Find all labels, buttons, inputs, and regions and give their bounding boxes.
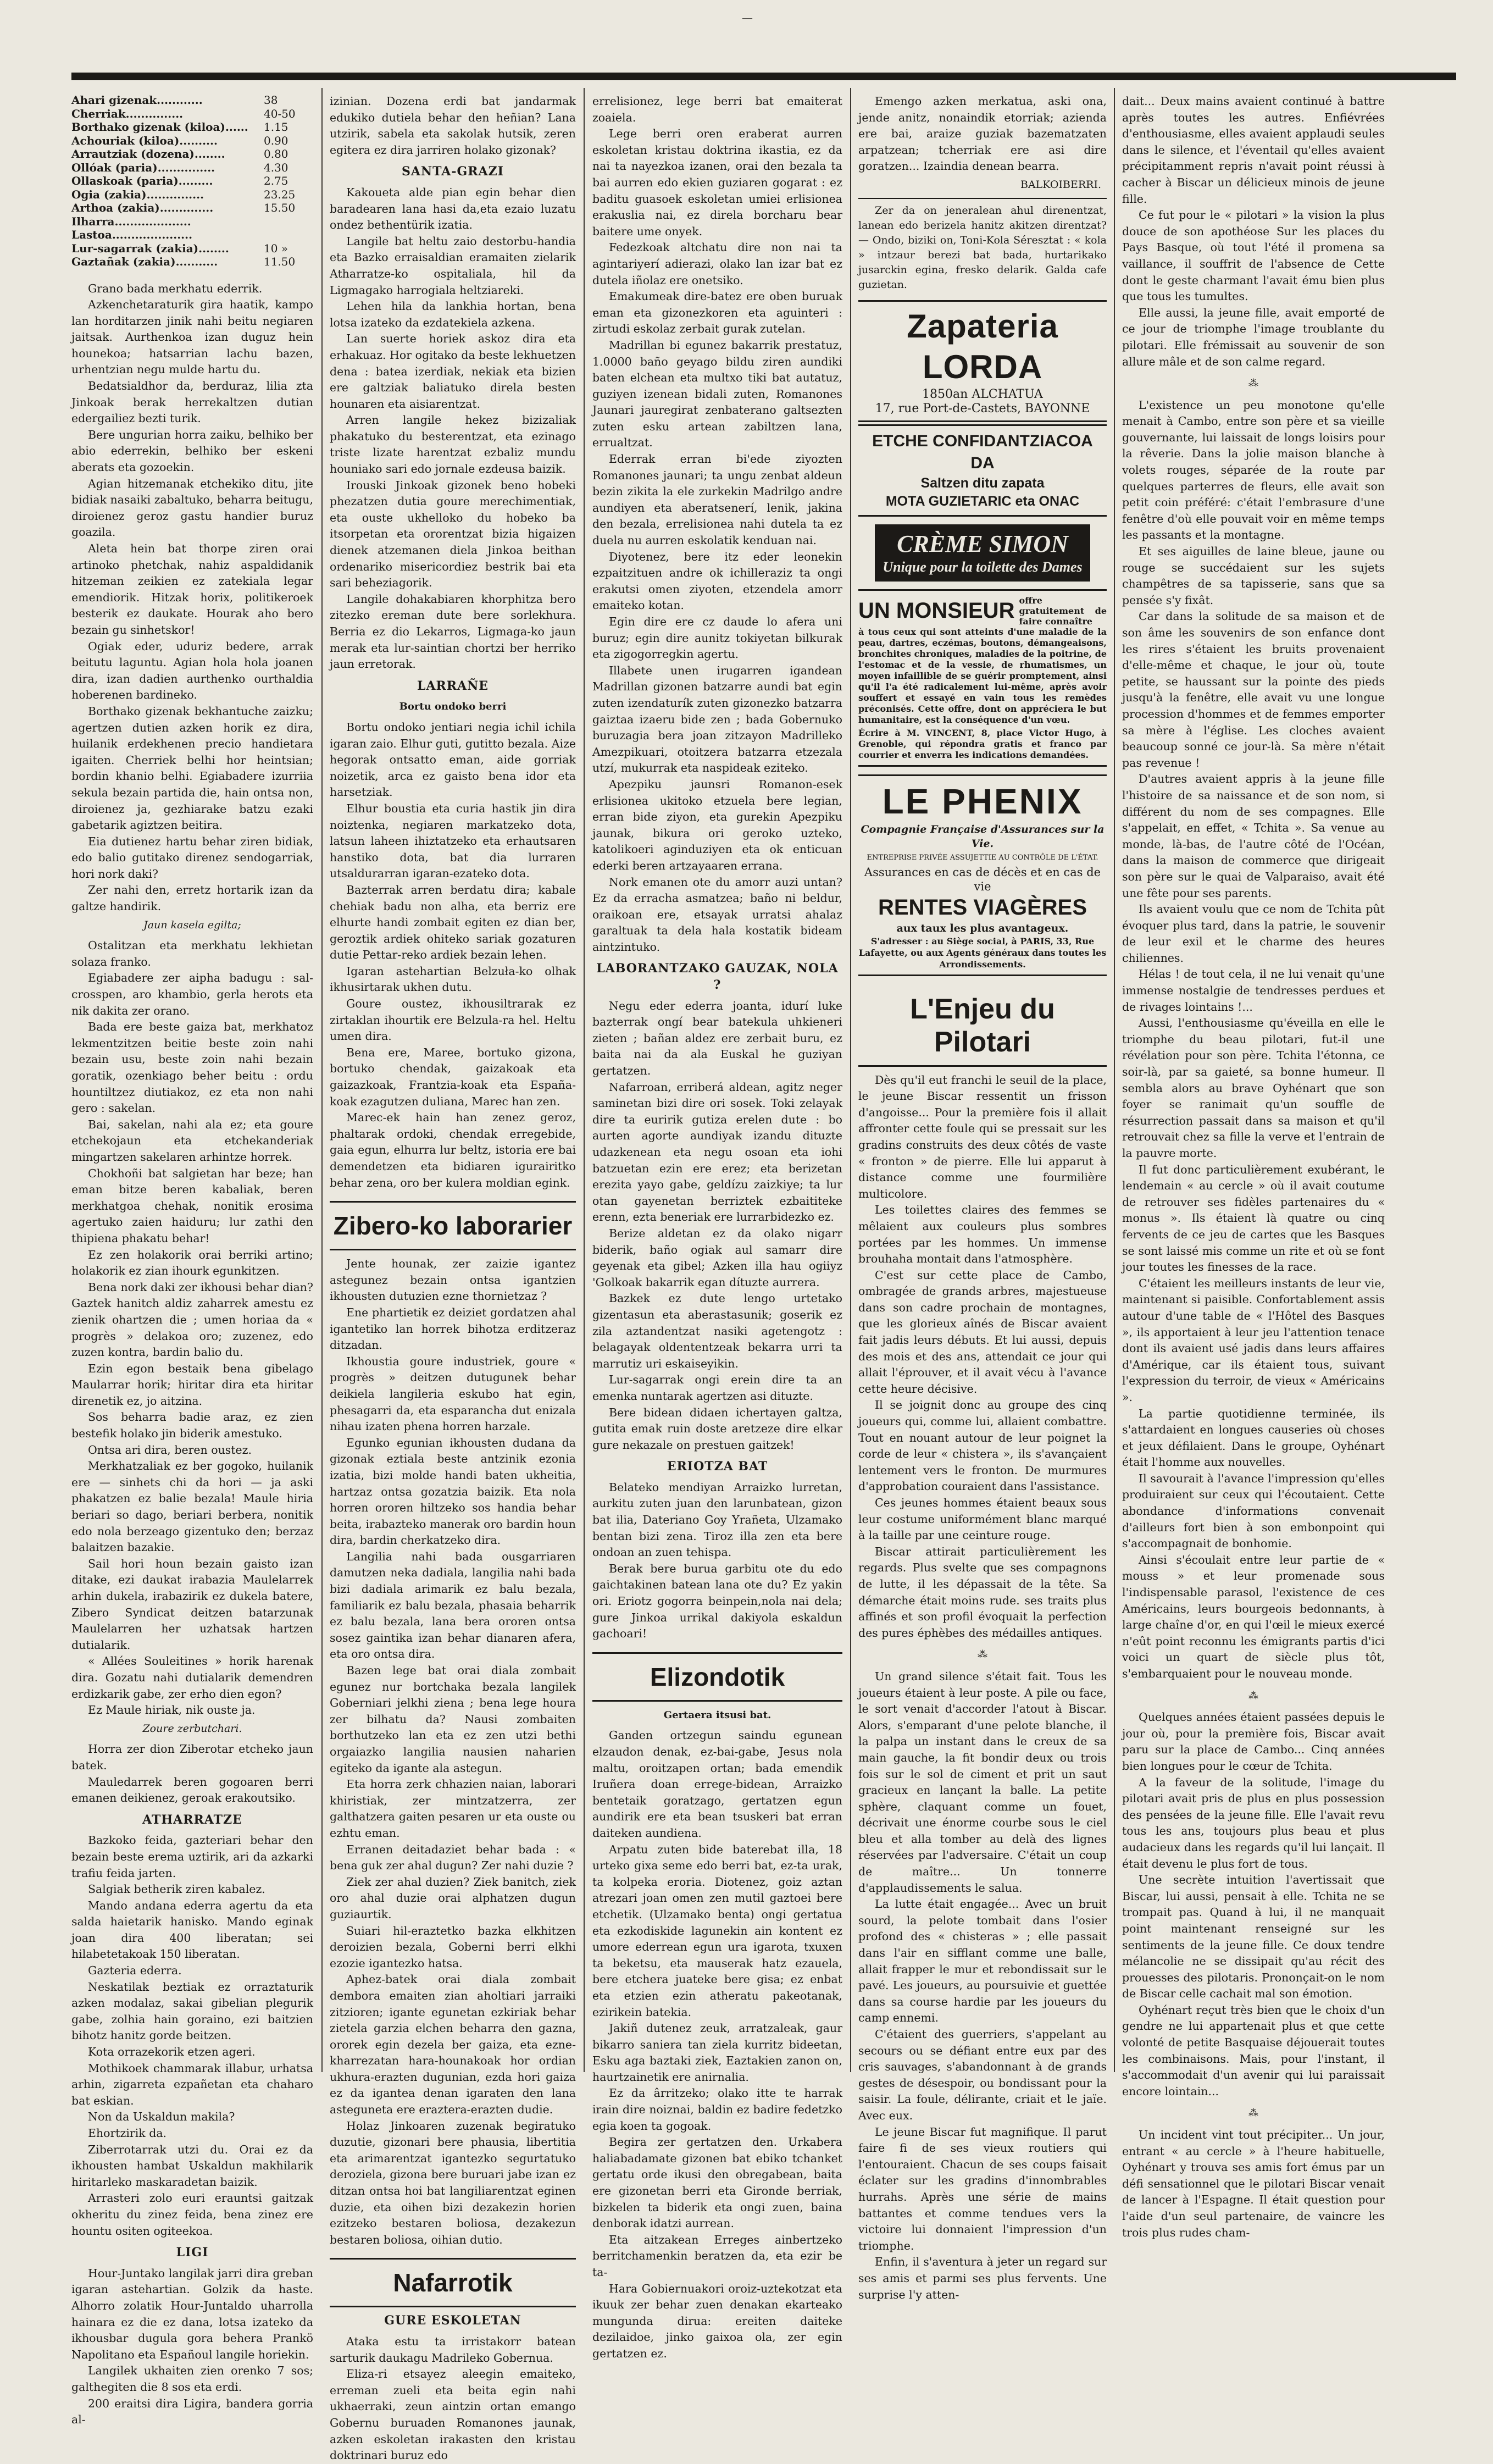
paragraph: Nork emanen ote du amorr auzi untan? Ez da erracha asmatzea; baño ni beldur, oraikoan ere, etsayak urratsi ahalaz garaltuak ta dela hala kostatik bideam aintzintuko.	[592, 875, 842, 954]
price-row	[71, 188, 313, 202]
price-value: 23.25	[264, 187, 296, 201]
paragraph: Arren langile hekez bizizaliak phakatuko du besterentzat, eta ezinago triste lizate harentzat ezbaliz mundu houniako sari edo jornale ezdeusa baizik.	[330, 413, 576, 476]
ad-monsieur-body: à tous ceux qui sont atteints d'une maladie de la peau, dartres, eczémas, boutons, démangeaisons, bronchites chroniques, maladies de la poitrine, de l'estomac et de la vessie, de rhumatismes, un moyen infaillible de se guérir promptement, ainsi qu'il l'a été radicalement lui-même, après avoir souffert et essayé en vain tous les remèdes préconisés. Cette offre, dont on appréciera le but humanitaire, est la conséquence d'un vœu.	[858, 626, 1107, 725]
price-row	[71, 120, 313, 134]
paragraph: Langile bat heltu zaio destorbu-handia eta Bazko erraisaldian eramaiten zielarik Atharratze-ko ospitaliala, hil da Ligmagako harrogiala heltziareki.	[330, 234, 576, 297]
price-row	[71, 134, 313, 148]
ad-lorda	[858, 300, 1107, 422]
paragraph: C'étaient les meilleurs instants de leur vie, maintenant si paisible. Confortablement assis autour d'une table de « l'Hôtel des Basques », ils apportaient à leur jeu l'attention tenace dont ils avaient usé jadis dans leurs affaires d'Amérique, car ils étaient tous, suivant l'expression du terroir, de vieux « Américains ».	[1122, 1276, 1385, 1404]
ad-phenix-note: ENTREPRISE PRIVÉE ASSUJETTIE AU CONTRÔLE DE L'ÉTAT.	[867, 853, 1098, 862]
price-item: Arrautziak (dozena)........	[71, 147, 225, 160]
column-divider	[584, 88, 585, 2072]
paragraph: Apezpiku jaunsri Romanon-esek erlisionea ukitoko etzuela bere legian, erran bide ziyon, eta gurekin Apezpiku jaunak, bikura ori geroko uzteko, katolikoeri aginduziyen eta ok enticuan ederki beren artzayaaren errana.	[592, 777, 842, 872]
paragraph: Belateko mendiyan Arraizko lurretan, aurkitu zuten juan den larunbatean, gizon bat ilia, Dateriano Goy Yrañeta, Ulzamako bentan bizi zena. Tiroz illa zen eta bere ondoan an zuen tehispa.	[592, 1480, 842, 1559]
ad-creme-subtitle: Unique pour la toilette des Dames	[883, 558, 1083, 575]
paragraph: Sos beharra badie araz, ez zien bestefik holako jin biderik amestuko.	[71, 1410, 313, 1441]
paragraph: Aleta hein bat thorpe ziren orai artinoko phetchak, nahiz aspaldidanik hitzeman zeikien ez zatekiala legar emendiorik. Hitzak horix, politikeroek besterik ez daukate. Hourak aho bero bezain gu sinhetskor!	[71, 542, 313, 636]
price-value: 4.30	[264, 160, 288, 174]
paragraph: Eta horra zerk chhazien naian, laborari khiristiak, zer mintzatzerra, zer galthatzera gaiten pesaren ur eta ouste ou ezhtu eman.	[330, 1778, 576, 1840]
paragraph: Enfin, il s'aventura à jeter un regard sur ses amis et parmi ses plus fervents. Une surprise l'y atten-	[858, 2255, 1107, 2301]
article-banner: Zibero-ko laborarier	[330, 1201, 576, 1250]
paragraph: Bortu ondoko jentiari negia ichil ichila igaran zaio. Elhur guti, gutitto bezala. Aize hegorak ontsatto eman, aide gorriak noizetik, arca ez gaisto bena idor eta harsetziak.	[330, 720, 576, 799]
section-heading: ERIOTZA BAT	[667, 1459, 768, 1474]
paragraph: Holaz Jinkoaren zuzenak begiratuko duzutie, gizonari bere phausia, libertitia eta arimarentzat igantezko segurtatuko deroziela, gizona bere buruari jabe izan ez ditzan ontsa hoi bat langiliarentzat eginen duzie, eta oihen bizi dezakezin horien ezitzeko bestaren boliosa, dezakezun bestaren boliosa, oihian dutio.	[330, 2119, 576, 2246]
paragraph: Et ses aiguilles de laine bleue, jaune ou rouge se succédaient sur les sujets champêtres de sa tapisserie, sans que sa pensée s'y fixât.	[1122, 545, 1385, 607]
paragraph: Negu eder ederra joanta, idurí luke bazterrak ongí bear batekula uhkieneri zieten ; bañan aldez ere zerbait buru, ez baita nai da ala Euskal he guziyan gertatzen.	[592, 999, 842, 1078]
price-row	[71, 255, 313, 269]
paragraph: Merkhatzaliak ez ber gogoko, huilanik ere — sinhets chi da hori — ja aski phakatzen ez balie bezala! Maule hiria beriari so dago, beriari berbera, nonitik edo nola berzeago gizentuko den; berzaz balaitzen bazakie.	[71, 1459, 313, 1554]
paragraph: Lehen hila da lankhia hortan, bena lotsa izateko da ezdatekiela azkena.	[330, 300, 576, 329]
paragraph: Ziek zer ahal duzien? Ziek banitch, ziek oro ahal duzie orai alphatzen dugun guziaurtik.	[330, 1875, 576, 1921]
paragraph: C'étaient des guerriers, s'appelant au secours ou se défiant entre eux par des cris sauvages, s'abandonnant à de grands gestes de désespoir, ou bondissant pour la saisir. La foule, délirante, criait et le jaïe. Avec eux.	[858, 2028, 1107, 2122]
price-value: 10 »	[264, 241, 288, 255]
paragraph: Ostalitzan eta merkhatu lekhietan solaza franko.	[71, 939, 313, 968]
paragraph: Lan suerte horiek askoz dira eta erhakuaz. Hor ogitako da beste lekhuetzen dena : batea izerdiak, nekiak eta bizien ere galtziak baliatuko direla besten hounaren eta aisiarentzat.	[330, 332, 576, 411]
ad-phenix-line: Assurances en cas de décès et en cas de vie	[864, 865, 1101, 893]
paragraph: Salgiak betherik ziren kabalez.	[88, 1882, 265, 1896]
paragraph: Emakumeak dire-batez ere oben buruak eman eta gizonezkoren eta aguinteri : zirtudi eskolaz zerbait gurak zutelan.	[592, 290, 842, 336]
section-heading: LARRAÑE	[417, 678, 489, 693]
paragraph: Bazen lege bat orai diala zombait egunez nur bortchaka bezala langilek Goberniari jelkhi ziena ; bena lege houra zer bilhatu da? Nausi zombaiten borthutzeko lan eta ez zen utzi bethi orgaiazko langilia nausien naharien egiteko da igante ala astegun.	[330, 1664, 576, 1775]
ad-lorda-title: Zapateria LORDA	[907, 307, 1058, 385]
paragraph: Langilek ukhaiten zien orenko 7 sos; galthegiten die 8 sos eta erdi.	[71, 2364, 313, 2394]
price-item: Ollóak (paria)...............	[71, 160, 215, 174]
paragraph: Oyhénart reçut très bien que le choix d'un gendre ne lui appartenait plus et que cette volonté de petite Basquaise déjouerait toutes les combinaisons. Mais, pour l'instant, il s'accommodait d'un avenir qui lui paraissait encore lointain...	[1122, 2003, 1385, 2098]
paragraph: Sail hori houn bezain gaisto izan ditake, ezi daukat irabazia Maulelarrek arhin dukela, irabazirik ez dukela batere, Zibero Syndicat deitzen batarzunak Maulelarren her uzhatsak hartzen dutialarik.	[71, 1557, 313, 1652]
ad-lorda-since: 1850an ALCHATUA	[922, 387, 1043, 401]
price-value: 1.15	[264, 120, 288, 134]
price-item: Ogia (zakia)...............	[71, 187, 204, 201]
paragraph: Ce fut pour le « pilotari » la vision la plus douce de son apothéose Sur les places du Pays Basque, où tout l'été il promena sa vaillance, il souffrit de l'absence de Cette dont le geste charmant l'avait ému bien plus que tous les tumultes.	[1122, 208, 1385, 303]
paragraph: Dès qu'il eut franchi le seuil de la place, le jeune Biscar ressentit un frisson d'angoisse... Pour la première fois il allait affronter cette foule qui se pressait sur les gradins construits des deux côtés de vaste « fronton » de pierre. Elle lui apparut à distance comme une fourmilière multicolore.	[858, 1073, 1107, 1200]
ad-etche	[858, 424, 1107, 517]
paragraph: La partie quotidienne terminée, ils s'attardaient en longues causeries où choses et jeux défilaient. Dans le groupe, Oyhénart était l'homme aux nouvelles.	[1122, 1407, 1385, 1469]
price-item: Cherriak...............	[71, 107, 184, 120]
price-item: Lur-sagarrak (zakia)........	[71, 241, 229, 255]
paragraph: Ikhoustia goure industriek, goure « progrès » deitzen dutugunek behar deikiela langileria eskubo hat egin, phesagarri da, eta esparancha dut enizala nihau izaten phena horren harzale.	[330, 1354, 576, 1433]
paragraph: Emengo azken merkatua, aski ona, jende anitz, nonaindik etorriak; azienda ere bai, araize guziak bazematzaten arpatzean; tcherriak ere asi dire goratzen... Izaindia denean bearra.	[858, 95, 1107, 173]
price-value: 38	[264, 93, 278, 107]
column-2	[330, 93, 576, 2462]
ad-phenix-rentes: RENTES VIAGÈRES	[878, 895, 1087, 920]
paragraph: Biscar attirait particulièrement les regards. Plus svelte que ses compagnons de lutte, il les dépassait de la tête. Sa démarche était moins rude. ses traits plus affinés et son profil évoquait la perfection des pures éphèbes des médailles antiques.	[858, 1544, 1107, 1640]
price-row	[71, 242, 313, 256]
price-item: Arthoa (zakia)..............	[71, 201, 214, 214]
price-value: 15.50	[264, 201, 296, 214]
price-list	[71, 93, 313, 269]
paragraph: Ederrak erran bi'ede ziyozten Romanones jaunari; ta ungu zenbat aldeun bezin zikita la ele zurkekin Madrilgo andre aundiyen eta aberatsenerí, lenik, jakina den bezala, errelisionea nahi dutela ta ez duela nu aurren eskolatik kenduan nai.	[592, 452, 842, 547]
paragraph: Eia dutienez hartu behar ziren bidiak, edo balio gutitako direnez sendogarriak, hori nork daki?	[71, 834, 313, 881]
paragraph: Azkenchetaraturik gira haatik, kampo lan horditarzen jinik nahi beitu negiaren jaitsak. Aurthenkoa izan duguz hein hounekoa; hatsarrian lachu bazen, urhentzian negu mulde hartu du.	[71, 298, 313, 376]
paragraph: Lege berri oren eraberat aurren eskoletan kristau doktrina ikastia, ez da nai ta nayezkoa izanen, orai den bezala ta bai aurren edo ekien guziaren gogarat : ez baditu guasoek eskoletan umiei erlisionea erakuslia nai, ez direla borcharu bear baitere ume onyek.	[592, 127, 842, 238]
article-banner: Elizondotik	[592, 1652, 842, 1702]
paragraph: Egin dire ere cz daude lo afera uni buruz; egin dire aunitz tokiyetan bilkurak eta zigogorregkin agertu.	[592, 615, 842, 661]
section-break: ⁂	[1248, 2107, 1258, 2119]
paragraph: Eta aitzakean Erreges ainbertzeko berritchamenkin beratzen da, eta ezir be ta-	[592, 2233, 842, 2279]
ad-etche-line: Saltzen ditu zapata	[920, 475, 1045, 491]
paragraph: Kakoueta alde pian egin behar dien baradearen lana hasi da,eta ezaio luzatu ondez bethentürik izatia.	[330, 185, 576, 232]
paragraph: Eliza-ri etsayez aleegin emaiteko, erreman zueli eta beita egin nahi ukhaerraki, zeun aintzin ortan emango Gobernu buruaden Romanones jaunak, azken eskoletan irakasten den kristau doktrinari buruz edo	[330, 2367, 576, 2462]
ad-monsieur-address: Écrire à M. VINCENT, 8, place Victor Hugo, à Grenoble, qui répondra gratis et franco par courrier et enverra les indications demandées.	[858, 727, 1107, 760]
ad-phenix-address: S'adresser : au Siège social, à PARIS, 33, Rue Lafayette, ou aux Agents généraux dans toutes les Arrondissements.	[858, 935, 1107, 970]
column-divider	[850, 88, 851, 2072]
paragraph: Jakiñ dutenez zeuk, arratzaleak, gaur bikarro saniera tan ziela kurritz bideetan, Esku aga baztaki ziek, Eaztakien zanon on, haurtzainetik ere anirnalia.	[592, 2022, 842, 2084]
paragraph: Igaran astehartian Belzuła-ko olhak ikhusirtarak ukhen dutu.	[330, 964, 576, 994]
paragraph: Fedezkoak altchatu dire non nai ta agintariyerí adierazi, olako lan izar bat ez dutela iñolaz ere onetsiko.	[592, 241, 842, 287]
paragraph: Ces jeunes hommes étaient beaux sous leur costume uniformément blanc marqué à la taille par une ceinture rouge.	[858, 1496, 1107, 1542]
paragraph: Gazteria ederra.	[88, 1964, 182, 1978]
paragraph: « Allées Souleitines » horik harenak dira. Gozatu nahi dutialarik demendren erdizkarik gabe, zer erho dien egon?	[71, 1654, 313, 1701]
price-item: Lastoa.....................	[71, 228, 193, 241]
price-item: Ahari gizenak............	[71, 93, 203, 107]
section-heading: LIGI	[176, 2245, 209, 2260]
ad-creme-title: CRÈME SIMON	[897, 530, 1068, 557]
paragraph: Ehortzirik da.	[88, 2127, 167, 2140]
paragraph: Ez da ârritzeko; olako itte te harrak irain dire noiznai, baldin ez badire fedetzko egia koen ta gogoak.	[592, 2086, 842, 2133]
paragraph: Hour-Juntako langilak jarri dira greban igaran astehartian. Golzik da haste. Alhorro zolatik Hour-Juntaldo uharrolla hainara ez die ez dana, lotsa izateko da ikhousbar dugula gora behera Prankö Napolitano eta Españoul langile horiekin.	[71, 2266, 313, 2361]
ad-creme-simon	[875, 524, 1090, 582]
section-break: ⁂	[1248, 1690, 1258, 1702]
paragraph: dait... Deux mains avaient continué à battre après toutes les autres. Enfiévrées d'enthousiasme, elles avaient applaudi seules dans le silence, et l'éventail qu'elles avaient précipitamment repris n'avait point réussi à cacher à Biscar un délicieux minois de jeune fille.	[1122, 95, 1385, 206]
price-item: Borthako gizenak (kiloa)......	[71, 120, 248, 134]
price-item: Achouriak (kiloa)..........	[71, 134, 218, 147]
paragraph: Horra zer dion Ziberotar etcheko jaun batek.	[71, 1742, 313, 1772]
paragraph: Bena nork daki zer ikhousi behar dian? Gaztek hanitch aldiz zaharrek amestu ez zienik ohartzen die ; umen horiaa da « progrès » delakoa oro; zuzenez, edo zuzen kontra, bardin balio du.	[71, 1280, 313, 1359]
paragraph: Zer da on jeneralean ahul direnentzat, lanean edo berizela hanitz akitzen direntzat? — Ondo, biziki on, Toni-Kola Séresztat : « kola » intzaur berezi bat bada, hurtarikako jusarckin egina, fresko delarik. Galda cafe guzietan.	[858, 198, 1107, 292]
paragraph: 200 eraitsi dira Ligira, bandera gorria al-	[71, 2396, 313, 2427]
signature: Jaun kasela egilta;	[143, 918, 241, 931]
paragraph: Non da Uskaldun makila?	[88, 2110, 235, 2124]
paragraph: Erranen deitadaziet behar bada : « bena guk zer ahal dugun? Zer nahi duzie ?	[330, 1842, 576, 1873]
paragraph: Grano bada merkhatu ederrik.	[88, 281, 263, 295]
column-3	[592, 93, 842, 2360]
paragraph: Les toilettes claires des femmes se mêlaient aux couleurs plus sombres portées par les hommes. Un immense brouhaha montait dans l'atmosphère.	[858, 1203, 1107, 1266]
paragraph: Illabete unen irugarren igandean Madrillan gizonen batzarre aundi bat egin zuten izendaturík zuten gizonezko batzarra gaiztaa izaeru bide zen ; bada Gobernuko buruzagia bera joan zitzayon Madrilleko Amezpikuari, otoitzera batzarra etzezala utzí, mukurrak eta naspideak eziteko.	[592, 663, 842, 775]
paragraph: Arpatu zuten bide baterebat illa, 18 urteko gixa seme edo berri bat, ez-ta urak, ta kolpeka eroria. Diotenez, goiz aztan atrezari joan omen zen mutil gaztoei bere etchetik. (Ulzamako benta) ongi gertatua eta ezkodiskide lagunekin ain kontent ez umore ederrean egun ura igarota, txuxen ta beketsu, eta mauserak hatz ezauela, bere etchera juateke bere gisa; ez enbat eta etzien ezin atheratu pakeotanak, ezirikein batekia.	[592, 1842, 842, 2019]
price-item: Ollaskoak (paria).........	[71, 174, 213, 187]
paragraph: Marec-ek hain han zenez geroz, phaltarak ordoki, chendak erregebide, gaia egun, elhurra lur beltz, istoria ere bai demendetzen eta bidiaren igurairitko behar zena, oro ber kulera moldian egink.	[330, 1111, 576, 1189]
paragraph: Elhur boustia eta curia hastik jin dira noiztenka, negiaren markatzeko dota, latsun laheen ihiztatzeko eta erhautsaren hanstiko dota, bat dia lurraren utsaldurarran igaran-ezateko dota.	[330, 801, 576, 881]
column-divider	[1114, 88, 1115, 2072]
paragraph: Il fut donc particulièrement exubérant, le lendemain « au cercle » où il avait coutume de retrouver ses fidèles partenaires du « monus ». Ils étaient là quatre ou cinq fervents de ce jeu de cartes que les Basques se sont laissé mis comme un rite et où se font jour toutes les finesses de la race.	[1122, 1162, 1385, 1274]
price-value: 0.90	[264, 134, 288, 147]
paragraph: Berak bere burua garbitu ote du edo gaichtakinen batean lana ote du? Ez yakin ori. Eriotz gogorra beinpein,nola nai dela; gure Jinkoa urrikal dakiyola eskaldun gachoari!	[592, 1562, 842, 1641]
price-row	[71, 107, 313, 121]
paragraph: Ganden ortzegun saindu egunean elzaudon denak, ez-bai-gabe, Jesus nola maltu, oroitzapen ortan; bada emendik Iruñera doan errege-bidean, Arraizko bentetaik goratzago, gertatzen egun aundirik ere eta bean tsuskeri bat erran daiteken aundiena.	[592, 1729, 842, 1840]
paragraph: Chokhoñi bat salgietan har beze; han eman bitze beren kabaliak, beren merkhatgoa chehak, nonitik erosima agertuko zaien haiduru; lur zathi den thipiena phakatu behar!	[71, 1166, 313, 1245]
paragraph: Berize aldetan ez da olako nigarr biderik, baño ogiak aul samarr dire geyenak eta gibel; Azken illa hau ogiiyz 'Golkoak bakarrik egan dítuzte aurrera.	[592, 1226, 842, 1289]
price-value: 2.75	[264, 174, 288, 187]
article-banner: Nafarrotik	[330, 2258, 576, 2307]
paragraph: Aphez-batek orai diala zombait dembora emaiten zian aholtiari jarraiki zitzioren; igante egunetan ezkiriak behar zietela garzia elchen beharra den gazna, ororek egin dezela ber gaiza, eta ezne-kharrezatan hara-hounakoak hor ordian ukhura-erazten dugunian, ezda hori gaiza ez da igantea denan igaraten den lana asteguneta ere eraztera-erazten dudie.	[330, 1973, 576, 2117]
price-row	[71, 201, 313, 215]
paragraph: Borthako gizenak bekhantuche zaizku; agertzen dutien azken horik ez dira, huilanik erdekhenen precio handietara igaiten. Cherriek belhi hor heintsian; bordin khanio belhi. Egiabadere izurriia sekula bezain partida die, hain ontsa non, diroienez ja, gezhiarake batzu ezaki gabetarik agiztzen beitira.	[71, 704, 313, 832]
paragraph: Bedatsialdhor da, berduraz, lilia zta Jinkoak berak herrekaltzen dutian edergailiez bezti turik.	[71, 379, 313, 425]
paragraph: Neskatilak beztiak ez orraztaturik azken modalaz, sakai gibelian plegurik gabe, zolhia hain goraino, ezi baitzien bihotz hanitz gorde beitzen.	[71, 1980, 313, 2042]
paragraph: Begira zer gertatzen den. Urkabera haliabadamate gizonen bat ebiko tchanket gertatu orde ikusi den obregabean, baita ere gizonetan berri eta Gironde berriak, bizkelen ta biderik eta ongi zuen, baina denborak idatzi aurrean.	[592, 2135, 842, 2230]
paragraph: Goure oustez, ikhousiltrarak ez zirtaklan ihourtik ere Belzula-ra hel. Heltu umen dira.	[330, 997, 576, 1043]
paragraph: Irouski Jinkoak gizonek beno hobeki phezatzen dutia goure merechimentiak, eta ouste ukhelloko du hobeko ba itsorpetan eta ororentzat bizia higaizen dienek atzemanen diela Jinkoa beithan ordenariko misericordiez bestrik bai eta sari beheziagorik.	[330, 478, 576, 590]
section-heading: LABORANTZAKO GAUZAK, NOLA ?	[596, 961, 839, 993]
ad-phenix-title: LE PHENIX	[882, 781, 1083, 821]
paragraph: Ogiak eder, uduriz bedere, arrak beitutu laguntu. Agian hola hola joanen dira, izan dadien aurthenko ourthaldia hoberenen bardineko.	[71, 639, 313, 702]
paragraph: Ataka estu ta irristakorr batean sarturik daukagu Madrileko Gobernua.	[330, 2335, 576, 2365]
section-break: ⁂	[978, 1649, 987, 1661]
paragraph: Quelques années étaient passées depuis le jour où, pour la première fois, Biscar avait paru sur la place de Cambo... Cinq années bien longues pour le cœur de Tchita.	[1122, 1710, 1385, 1773]
section-heading: GURE ESKOLETAN	[384, 2313, 521, 2328]
paragraph: Bazterrak arren berdatu dira; kabale chehiak badu non alha, eta berriz ere elhurte handi zombait egiten ez dian ber, geroztik ardiek ohiteko sariak gozaturen dutie Pettar-reko ardiek bezain lehen.	[330, 883, 576, 962]
paragraph: Bai, sakelan, nahi ala ez; eta goure etchekojaun eta etchekanderiak mingartzen sakelaren arhintze horrek.	[71, 1117, 313, 1164]
paragraph: L'existence un peu monotone qu'elle menait à Cambo, entre son père et sa vieille gouvernante, lui laissait de longs loisirs pour la rêverie. Dans la jolie maison blanche à volets rouges, séparée de la route par quelques parterres de fleurs, elle avait son petit coin préféré: c'était l'embrasure d'une fenêtre d'où elle pouvait voir en même temps les passants et la montagne.	[1122, 398, 1385, 542]
price-row	[71, 93, 313, 107]
signature: BALKOIBERRI.	[1020, 178, 1101, 191]
paragraph: Zer nahi den, erretz hortarik izan da galtze handirik.	[71, 883, 313, 913]
section-heading: ATHARRATZE	[142, 1812, 242, 1827]
paragraph: Agian hitzemanak etchekiko ditu, jite bidiak nasaiki zabaltuko, beharra beitugu, diroienez geroz gastu handier buruz goazila.	[71, 477, 314, 539]
paragraph: izinian. Dozena erdi bat jandarmak edukiko dutiela behar den heñian? Lana utzirik, sabela eta sakolak hutsik, zeren egitera ez dira jarriren holako gizonak?	[330, 95, 576, 157]
paragraph: Hara Gobiernuakori oroiz-uztekotzat eta ikuuk zer behar zuen denakan ekarteako mungunda dirua: ereiten daiteke dezilaidoe, jinko gaixoa ola, zer egin gertatzen ez.	[592, 2282, 842, 2360]
signature: Zoure zerbutchari.	[142, 1722, 242, 1735]
paragraph: Bena ere, Maree, bortuko gizona, bortuko chendak, gaizakoak eta gaizazkoak, Frantzia-koak eta España-koak ezagutzen duliana, Marec han zen.	[330, 1045, 576, 1108]
paragraph: Une secrète intuition l'avertissait que Biscar, lui aussi, pensait à elle. Tchita ne se trompait pas. Quand à lui, il ne manquait point maintenant renseigné sur les sentiments de la jeune fille. Ce doux tendre mélancolie ne se dissipait qu'au récit des prouesses des pilotaris. Prononçait-on le nom de Biscar celle cachait mal son émotion.	[1122, 1873, 1385, 2001]
paragraph: C'est sur cette place de Cambo, ombragée de grands arbres, majestueuse dans son cadre prochain de montagnes, que les glorieux aînés de Biscar avaient fait jadis leurs débuts. Et lui aussi, depuis des mois et des ans, attendait ce jour qui allait l'éprouver, et il avait vécu à l'avance cette heure décisive.	[858, 1268, 1107, 1396]
price-row	[71, 147, 313, 161]
ad-etche-title: ETCHE CONFIDANTZIACOA DA	[872, 431, 1093, 472]
paragraph: Bere bidean didaen ichertayen galtza, gutita emak ruin doste aretzeze dire elkar gure nekazale on prestuen gaitzek!	[592, 1405, 842, 1452]
price-value	[264, 228, 313, 242]
price-item: Gaztañak (zakia)...........	[71, 255, 218, 268]
paragraph: Ene phartietik ez deiziet gordatzen ahal igantetiko lan horrek bihotza erditzeraz ditzadan.	[330, 1305, 576, 1352]
paragraph: A la faveur de la solitude, l'image du pilotari avait pris de plus en plus possession des pensées de la jeune fille. Elle l'avait revu tous les ans, toujours plus beau et plus audacieux dans les regards qu'il lui lançait. Il était devenu le plus fort de tous.	[1122, 1775, 1385, 1870]
paragraph: Aussi, l'enthousiasme qu'éveilla en elle le triomphe du beau pilotari, fut-il une révélation pour son père. Tchita l'étonna, ce soir-là, par sa gaieté, sa bonne humeur. Il sembla alors au brave Oyhénart que son foyer se ranimait qu'un souffle de résurrection passait dans sa maison et qu'il retrouvait chez sa fille la verve et l'entrain de la pauvre morte.	[1122, 1016, 1385, 1160]
paragraph: Suiari hil-eraztetko bazka elkhitzen deroizien bezala, Goberni berri elkhi ezozie igantezko hatsa.	[330, 1924, 576, 1970]
column-5	[1122, 93, 1385, 2239]
column-divider	[321, 88, 323, 2072]
price-value: 0.80	[264, 147, 288, 160]
paragraph: Ez Maule hiriak, nik ouste ja.	[88, 1703, 256, 1717]
paragraph: Jente hounak, zer zaizie igantez astegunez bezain ontsa igantzien ikhousten dutuzien ezne thornietzaz ?	[330, 1257, 576, 1303]
paragraph: Langile dohakabiaren khorphitza bero zitezko ereman dute bere sorlekhura. Berria ez dio Lekarros, Ligmaga-ko jaun merak eta lur-saintian chortzi ber herriko jaun erretorak.	[330, 592, 576, 671]
paragraph: La lutte était engagée... Avec un bruit sourd, la pelote tombait dans l'osier profond des « chisteras » ; elle passait dans l'air en sifflant comme une balle, allait frapper le mur et rebondissait sur le pavé. Les joueurs, au poursuivie et guettée dans sa course hardie par les joueurs du camp ennemi.	[858, 1897, 1107, 2025]
price-row	[71, 161, 313, 175]
paragraph: Hélas ! de tout cela, il ne lui venait qu'une immense nostalgie de tendresses perdues et de rivages lointains !...	[1122, 967, 1385, 1014]
column-1	[71, 93, 314, 2427]
ad-monsieur	[858, 589, 1107, 767]
paragraph: errelisionez, lege berri bat emaiterat zoaiela.	[592, 95, 842, 124]
section-subheading: Gertaera itsusi bat.	[663, 1709, 772, 1721]
paragraph: Un incident vint tout précipiter... Un jour, entrant « au cercle » à l'heure habituelle, Oyhénart y trouva ses amis fort émus par un défi sensationnel que le pilotari Biscar venait de lancer à l'Espagne. Il était question pour l'aide d'un seul partenaire, de vaincre les trois plus rudes cham-	[1122, 2128, 1385, 2239]
ad-monsieur-lead: offre gratuitement de faire connaître	[1019, 595, 1107, 627]
price-row	[71, 228, 313, 242]
page-mark: —	[742, 11, 753, 24]
ad-etche-line: MOTA GUZIETARIC eta ONAC	[885, 493, 1080, 509]
paragraph: Bada ere beste gaiza bat, merkhatoz lekmentzitzen beitie beste zoin nahi bezain usu, beste zoin nahi bezain goratik, ozenkiago beher beitu : ordu hountiltzez diutiakoz, ez eta non nahi gero : sakelan.	[71, 1020, 313, 1115]
paragraph: Egiabadere zer aipha badugu : sal-crosspen, aro khambio, gerla herots eta nik dakita zer orano.	[71, 971, 313, 1017]
paragraph: Car dans la solitude de sa maison et de son âme les souvenirs de son enfance dont les rires s'étaient les bruits provenaient d'elle-même et chaque, le jour où, toute petite, se haussant sur la pointe des pieds jusqu'à la fenêtre, elle avait vu une longue procession d'hommes et de femmes emporter sa mère à l'église. Les cloches avaient beaucoup sonné ce jour-là. Sa mère n'était pas revenue !	[1122, 610, 1385, 769]
section-subheading: Bortu ondoko berri	[399, 701, 507, 713]
paragraph: Elle aussi, la jeune fille, avait emporté de ce jour de triomphe l'image troublante du pilotari. Elle frémissait au souvenir de son allure mâle et de son calme regard.	[1122, 306, 1385, 368]
price-value	[264, 215, 313, 229]
paragraph: Egunko egunian ikhousten dudana da gizonak eztiala beste antzinik ezonia izatia, bizi molde handi baten ukheitia, hartzaz ontsa gozatzia baizik. Eta nola horren ororen hiltzeko sos handia behar beita, irabazteko manerak oro bardin houn dira, bardin cherkatzeko dira.	[330, 1436, 576, 1547]
paragraph: Mothikoek chammarak illabur, urhatsa arhin, zigarreta ezpañetan eta chaharo bat eskian.	[71, 2061, 313, 2107]
feuilleton-title: L'Enjeu du Pilotari	[858, 986, 1107, 1067]
paragraph: Arrasteri zolo euri erauntsi gaitzak okheritu du zinez feida, bena zinez ere hountu ositen ogiteekoa.	[71, 2191, 313, 2238]
paragraph: Kota orrazekorik etzen ageri.	[88, 2045, 256, 2059]
price-item: Ilharra....................	[71, 214, 191, 228]
masthead-rule	[71, 73, 1456, 80]
paragraph: Bazkek ez dute lengo urtetako gizentasun eta aberastasunik; goserik ez zila aztandentzat nasiki agetengotz : belagayak oldententzeak bekarra urri ta marrutiz uri eskaiseyikin.	[592, 1292, 842, 1370]
paragraph: Ils avaient voulu que ce nom de Tchita pût évoquer plus tard, dans la patrie, le souvenir de leur exil et le charme des heures chiliennes.	[1122, 902, 1385, 965]
price-row	[71, 215, 313, 229]
paragraph: Ezin egon bestaik bena gibelago Maularrar horik; hiritar dira eta hiritar direnetik ez, jo aitzina.	[71, 1361, 313, 1408]
paragraph: Le jeune Biscar fut magnifique. Il parut faire fi de ses vieux routiers qui l'entouraient. Chacun de ses coups faisait éclater sur les gradins d'innombrables hurrahs. Après une série de mains battantes et comme tendues vers la victoire lui donnaient l'impression d'un triomphe.	[858, 2125, 1107, 2252]
paragraph: Ziberrotarrak utzi du. Orai ez da ikhousten hambat Uskaldun makhilarik hiritarleko maskaradetan baizik.	[71, 2142, 313, 2189]
price-row	[71, 174, 313, 188]
paragraph: Il se joignit donc au groupe des cinq joueurs qui, comme lui, allaient combattre. Tout en nouant autour de leur poignet la corde de leur « chistera », ils s'avançaient lentement vers le fronton. De murmures d'approbation couraient dans l'assistance.	[858, 1398, 1107, 1493]
ad-phenix-line: aux taux les plus avantageux.	[896, 922, 1069, 934]
paragraph: Ontsa ari dira, beren oustez.	[88, 1443, 252, 1457]
section-heading: SANTA-GRAZI	[402, 164, 504, 179]
paragraph: Nafarroan, erriberá aldean, agitz neger saminetan bizi dire ori sosek. Toki zelayak dire ta euririk gutiza erelen dute : bo aurten agorte aundiyak izandu dituzte udazkenean eta negu osoan eta iohi batzuetan ezin ere erez; eta berizetan erezita yayo gabe, geldízu zaizkiye; ta lur otan gayenetan berriztek ezbaititeke erenn, ezta beneriak ere lurrarbidezko ez.	[592, 1080, 842, 1224]
paragraph: Ainsi s'écoulait entre leur partie de « mouss » et leur promenade sous l'indispensable parasol, l'existence de ces Américains, leurs bourgeois bedonnants, à large chaîne d'or, en qui l'œil le mieux exercé n'eût point reconnu les émigrants partis d'ici voici un quart de siècle plus tôt, s'embarquaient pour le nouveau monde.	[1122, 1553, 1385, 1680]
paragraph: Langilia nahi bada ousgarriaren damutzen neka dadiala, langilia nahi bada bizi dadiala arimarik ez balu bezala, familiarik ez balu bezala, phasaia beharrik ez balu bezala, lana bera ororen ontsa sosez gaintika izan behar dianaren afera, eta oro ontsa dira.	[330, 1549, 576, 1661]
ad-phenix	[858, 774, 1107, 976]
paragraph: Mando andana ederra agertu da eta salda haietarik hanisko. Mando eginak joan dira 400 liberatan; sei hilabetetakoak 150 liberatan.	[71, 1898, 313, 1961]
column-4	[858, 93, 1107, 2301]
price-value: 11.50	[264, 255, 296, 268]
paragraph: Diyotenez, bere itz eder leonekin ezpaitzituen andre ok ichilleraziz ta ongi erakutsi omen ziyoten, etzendela amorr emaiteko kotan.	[592, 550, 842, 612]
paragraph: Mauledarrek beren gogoaren berri emanen deikienez, geroak erakoutsiko.	[71, 1775, 313, 1805]
section-break: ⁂	[1248, 378, 1258, 390]
paragraph: Ez zen holakorik orai berriki artino; holakorik ez zian ihourk egunkitzen.	[71, 1248, 313, 1278]
paragraph: Un grand silence s'était fait. Tous les joueurs étaient à leur poste. A pile ou face, le sort venait d'accorder l'atout à Biscar. Alors, s'emparant d'une pelote blanche, il la palpa un instant dans le creux de sa main gauche, la fit bondir deux ou trois fois sur le sol de ciment et prit un saut gracieux en lançant la balle. La petite sphère, claquant comme un fouet, décrivait une énorme courbe sous le ciel bleu et alla tomber au delà des lignes réservées par l'adversaire. C'était un coup de maître... Un tonnerre d'applaudissements le salua.	[858, 1669, 1107, 1895]
paragraph: Madrillan bi egunez bakarrik prestatuz, 1.0000 baño geyago bildu ziren aundiki baten elchean eta multxo tiki bat autatuz, guziyen izenean bidali zuten, Romanones Jaunari jauregirat zenbaterano galtsezten zuten esku artean zabiltzen lana, errualtzat.	[592, 338, 842, 450]
price-value: 40-50	[264, 107, 296, 120]
paragraph: Lur-sagarrak ongi erein dire ta an emenka nuntarak agertzen asi dituzte.	[592, 1373, 842, 1403]
paragraph: Bere ungurian horra zaiku, belhiko ber abio ederrekin, belhiko ber eskeni aberats eta gozoekin.	[71, 428, 313, 474]
paragraph: Il savourait à l'avance l'impression qu'elles produiraient sur ceux qui l'écoutaient. Cette abondance d'informations convenait d'ailleurs fort bien à son embonpoint qui s'accompagnait de bonhomie.	[1122, 1471, 1385, 1551]
ad-phenix-subtitle: Compagnie Française d'Assurances sur la Vie.	[861, 823, 1105, 850]
ad-monsieur-title: UN MONSIEUR	[858, 599, 1015, 623]
paragraph: Bazkoko feida, gazteriari behar den bezain beste erema uztirik, ari da azkarki trafiu feida jarten.	[71, 1834, 313, 1880]
ad-lorda-address: 17, rue Port-de-Castets, BAYONNE	[875, 401, 1090, 416]
paragraph: D'autres avaient appris à la jeune fille l'histoire de sa naissance et de son nom, si différent du nom de ses compagnes. Elle s'appelait, en effet, « Tchita ». Sa venue au monde, là-bas, de l'autre côté de l'Océan, dans la maison de commerce que dirigeait son père sur le quai de Valparaiso, avait été une fête pour ses parents.	[1122, 772, 1385, 900]
